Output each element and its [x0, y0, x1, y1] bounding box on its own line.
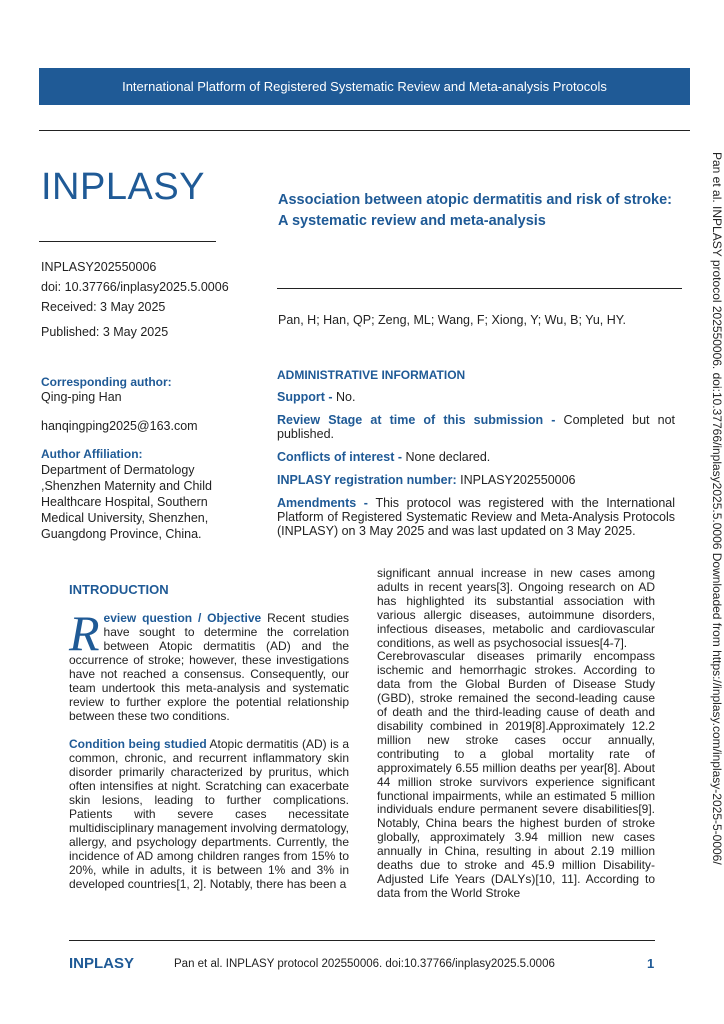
- page-number: 1: [647, 956, 655, 971]
- conflicts-label: Conflicts of interest -: [277, 450, 406, 464]
- amendments-row: [277, 496, 675, 538]
- review-stage-row: [277, 413, 675, 441]
- condition-paragraph: [69, 737, 349, 891]
- support-value: No.: [336, 390, 356, 404]
- footer-logo: INPLASY: [69, 955, 135, 972]
- affiliation-text: Department of Dermatology ,Shenzhen Maternity and Child Healthcare Hospital, Southern Medical University, Shenzhen, Guangdong Province, China.: [41, 463, 212, 541]
- published-date: Published: 3 May 2025: [41, 325, 169, 339]
- footer-citation: Pan et al. INPLASY protocol 202550006. doi:10.37766/inplasy2025.5.0006: [174, 958, 555, 970]
- registration-row: [277, 473, 675, 487]
- side-citation: Pan et al. INPLASY protocol 202550006. doi:10.37766/inplasy2025.5.0006 Downloaded from https://inplasy.com/inplasy-2025-5-0006/: [710, 152, 724, 865]
- body-column-right: [377, 567, 655, 901]
- article-title: Association between atopic dermatitis and risk of stroke: A systematic review and meta-analysis: [278, 192, 673, 229]
- corresponding-author-heading: Corresponding author:: [41, 375, 172, 389]
- administrative-information: [277, 368, 675, 547]
- affiliation-heading: Author Affiliation:: [41, 447, 143, 461]
- condition-text: Atopic dermatitis (AD) is a common, chronic, and recurrent inflammatory skin disorder primarily characterized by pruritus, which often intensifies at night. Scratching can exacerbate skin lesions, leading to further complications. Patients with severe cases necessitate multidisciplinary management involving dermatology, allergy, and psychology departments. Currently, the incidence of AD among children ranges from 15% to 20%, while in adults, it is between 1% and 3% in developed countries[1, 2]. Notably, there has been a: [69, 737, 349, 891]
- registration-label: INPLASY registration number:: [277, 473, 461, 487]
- received-date: Received: 3 May 2025: [41, 300, 166, 314]
- doi-link[interactable]: doi: 10.37766/inplasy2025.5.0006: [41, 280, 229, 294]
- review-question-label: eview question / Objective: [103, 611, 262, 625]
- support-label: Support -: [277, 390, 337, 404]
- inplasy-logo: INPLASY: [41, 166, 206, 208]
- review-question-text: Recent studies have sought to determine the correlation between Atopic dermatitis (AD) and the occurrence of stroke; however, these investigations have not reached a consensus. Consequently, our team undertook this meta-analysis and systematic review to further explore the potential relationship between these two conditions.: [69, 611, 350, 723]
- amendments-label: Amendments -: [277, 496, 376, 510]
- corresponding-author-name: Qing-ping Han: [41, 390, 122, 404]
- review-stage-label: Review Stage at time of this submission -: [277, 413, 564, 427]
- conflicts-value: None declared.: [405, 450, 491, 464]
- corresponding-author-email[interactable]: hanqingping2025@163.com: [41, 419, 198, 433]
- conflicts-row: [277, 450, 675, 464]
- review-stage-value: Completed but not published.: [277, 413, 675, 441]
- footer-divider: [69, 940, 655, 941]
- body-column-left: [69, 583, 349, 905]
- amendments-value: This protocol was registered with the International Platform of Registered Systematic Review and Meta-Analysis Protocols (INPLASY) on 3 May 2025 and was last updated on 3 May 2025.: [277, 496, 675, 538]
- admin-heading: ADMINISTRATIVE INFORMATION: [277, 368, 466, 382]
- header-banner: International Platform of Registered Systematic Review and Meta-analysis Protocols: [39, 68, 690, 105]
- header-divider: [39, 130, 690, 131]
- condition-label: Condition being studied: [69, 737, 207, 751]
- registration-id: INPLASY202550006: [41, 260, 157, 274]
- introduction-heading: INTRODUCTION: [69, 582, 169, 597]
- review-question-paragraph: [69, 605, 350, 723]
- author-list: Pan, H; Han, QP; Zeng, ML; Wang, F; Xiong, Y; Wu, B; Yu, HY.: [278, 313, 626, 327]
- support-row: [277, 390, 675, 404]
- title-divider: [277, 288, 682, 289]
- body-paragraph: Cerebrovascular diseases primarily encompass ischemic and hemorrhagic strokes. According to data from the Global Burden of Disease Study (GBD), stroke remained the second-leading cause of death and the third-leading cause of death and disability combined in 2019[8].Approximately 12.2 million new stroke cases occur annually, contributing to a global mortality rate of approximately 6.55 million deaths per year[8]. About 44 million stroke survivors experience significant functional impairments, while an estimated 5 million individuals endure permanent severe disabilities[9]. Notably, China bears the highest burden of stroke globally, approximately 3.94 million new cases annually in China, resulting in about 2.19 million deaths due to stroke and 45.9 million Disability-Adjusted Life Years (DALYs)[10, 11]. According to data from the World Stroke: [377, 649, 655, 900]
- registration-value: INPLASY202550006: [460, 473, 576, 487]
- drop-cap: R: [69, 605, 100, 661]
- logo-divider: [39, 241, 216, 242]
- body-paragraph: significant annual increase in new cases among adults in recent years[3]. Ongoing research on AD has highlighted its substantial association with various allergic diseases, autoimmune disorders, infectious diseases, metabolic and cardiovascular conditions, as well as psychosocial issues[4-7].: [377, 566, 655, 650]
